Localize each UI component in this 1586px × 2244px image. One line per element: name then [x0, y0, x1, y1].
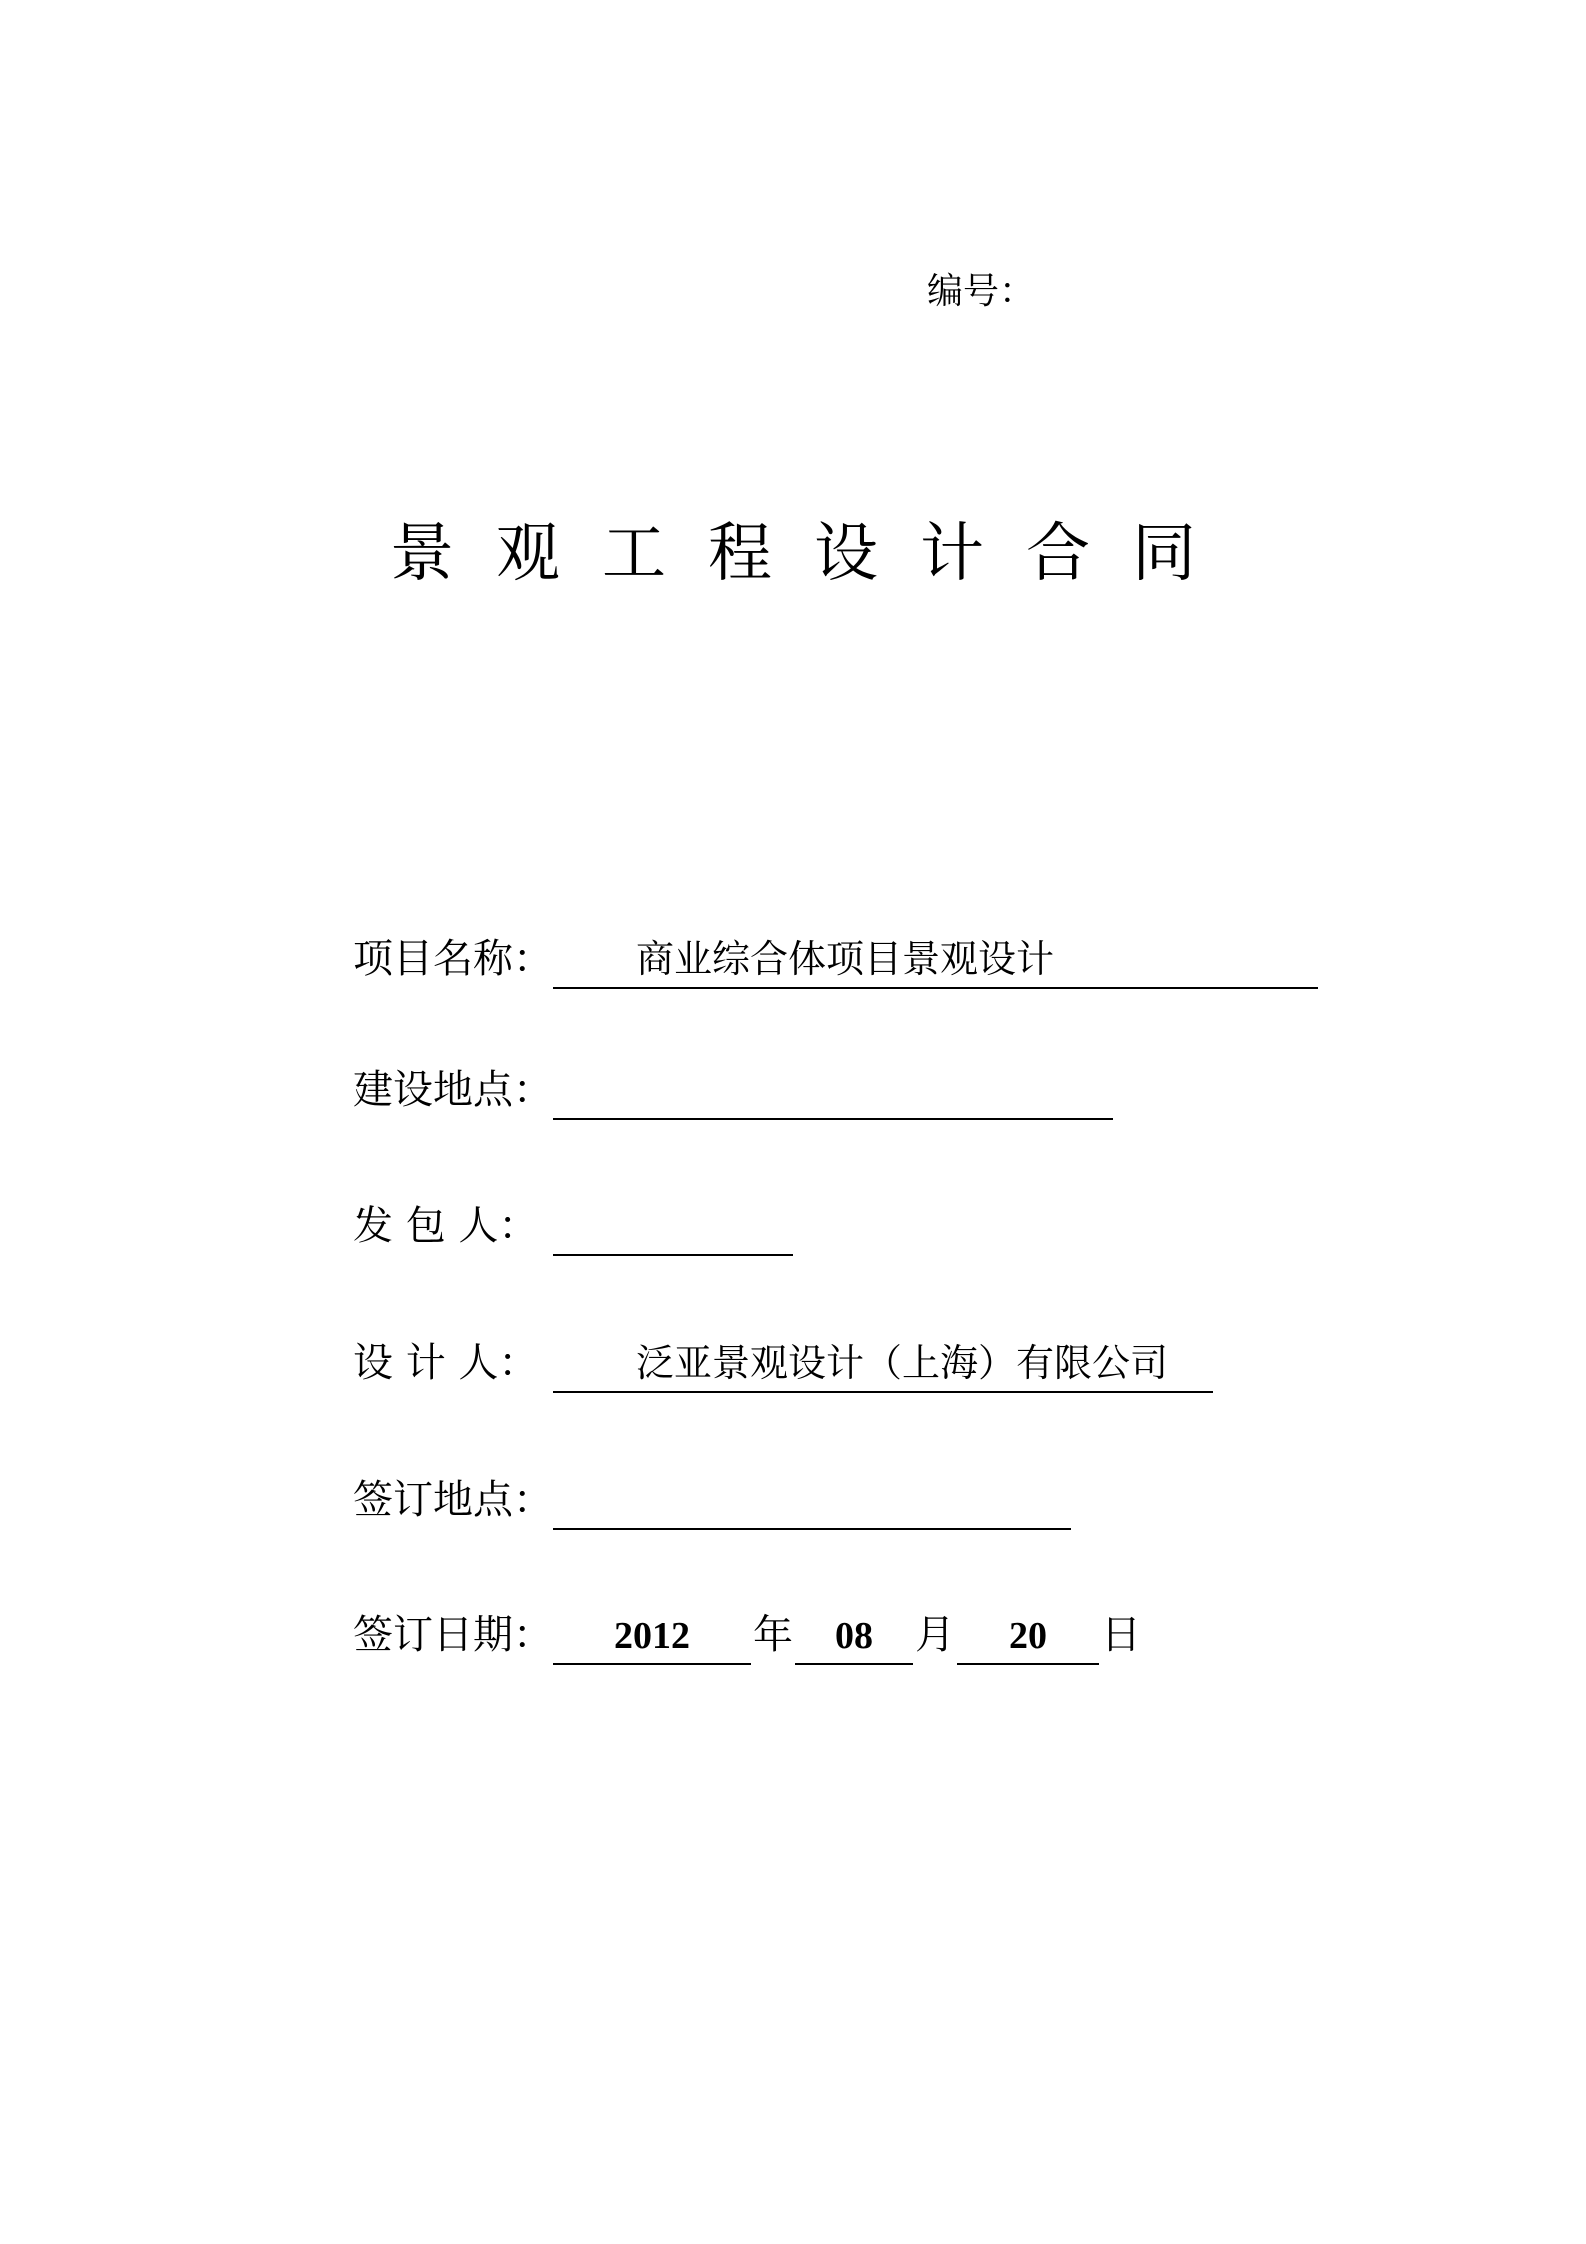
- date-year-value: 2012: [553, 1607, 751, 1665]
- signing-place-underline: [553, 1472, 1071, 1530]
- date-day-value: 20: [957, 1607, 1099, 1665]
- signing-date-label: 签订日期：: [353, 1612, 553, 1658]
- construction-site-label: 建设地点：: [353, 1067, 553, 1113]
- designer-underline: [553, 1335, 1213, 1393]
- employer-label: 发 包 人：: [353, 1203, 539, 1249]
- designer-label: 设 计 人：: [353, 1340, 539, 1386]
- project-name-value: 商业综合体项目景观设计: [636, 937, 1055, 981]
- designer-value: 泛亚景观设计（上海）有限公司: [636, 1341, 1169, 1385]
- document-title: 景观工程设计合同: [390, 517, 1238, 591]
- signing-place-label: 签订地点：: [353, 1477, 553, 1523]
- field-signing-place: [353, 1472, 1353, 1528]
- field-designer: [353, 1335, 1353, 1391]
- construction-site-underline: [553, 1062, 1113, 1120]
- field-project-name: [353, 931, 1353, 987]
- field-construction-site: [353, 1062, 1353, 1118]
- date-month-unit: 月: [915, 1612, 955, 1658]
- date-year-unit: 年: [753, 1612, 793, 1658]
- project-name-underline: [553, 931, 1318, 989]
- field-employer: [353, 1198, 1353, 1254]
- date-month-value: 08: [795, 1607, 913, 1665]
- signing-date-parts: [553, 1607, 1153, 1663]
- employer-underline: [553, 1198, 793, 1256]
- date-day-unit: 日: [1101, 1612, 1141, 1658]
- project-name-label: 项目名称：: [353, 936, 553, 982]
- serial-number-label: 编号：: [927, 271, 1036, 312]
- field-signing-date: [353, 1607, 1353, 1663]
